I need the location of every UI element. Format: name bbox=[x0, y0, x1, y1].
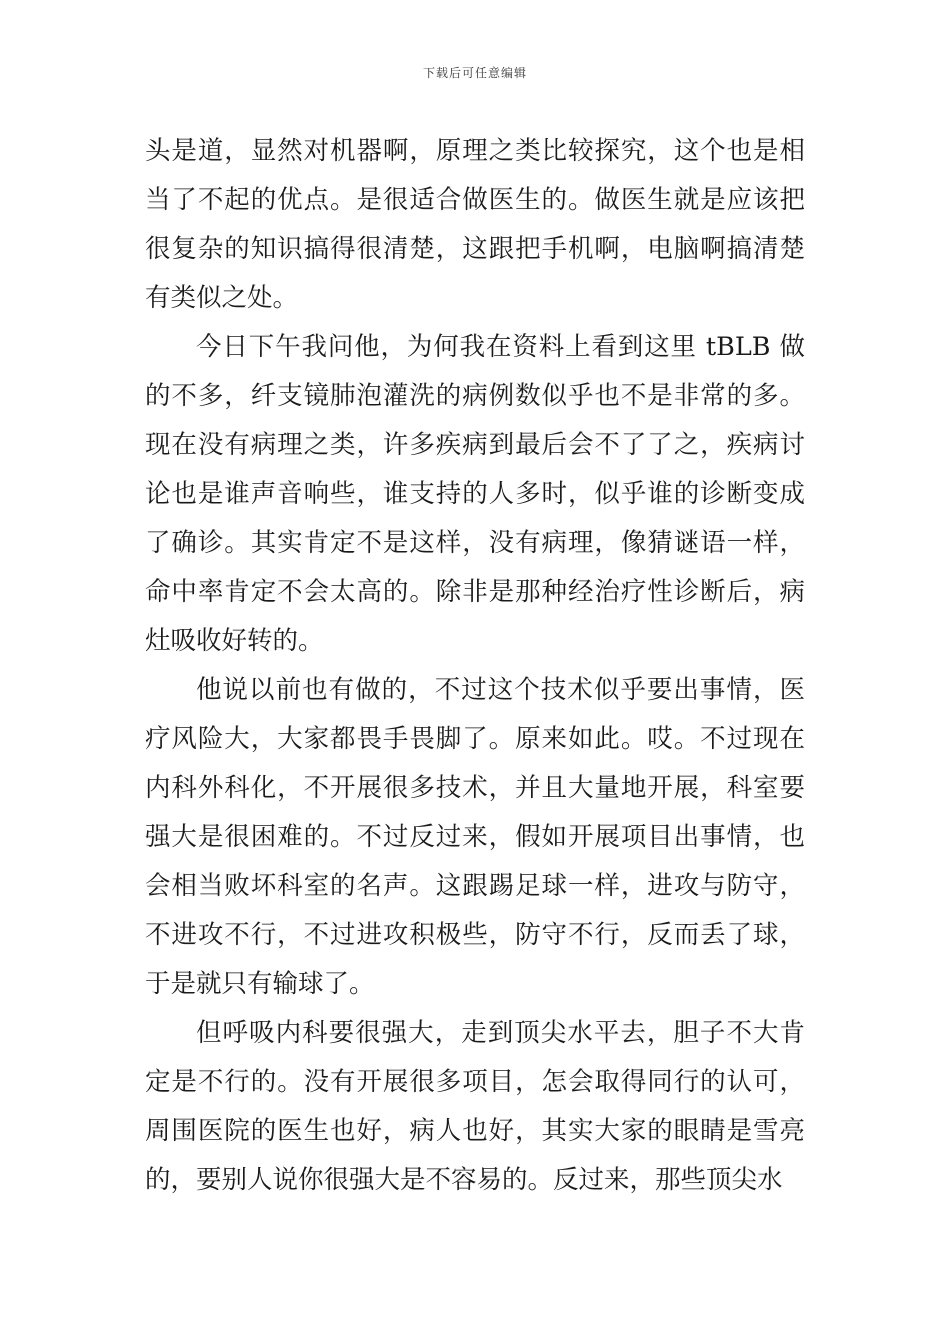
paragraph-continuation: 头是道，显然对机器啊，原理之类比较探究，这个也是相当了不起的优点。是很适合做医生的。做医生就是应该把很复杂的知识搞得很清楚，这跟把手机啊，电脑啊搞清楚有类似之处。 bbox=[145, 136, 805, 313]
paragraph: 但呼吸内科要很强大，走到顶尖水平去，胆子不大肯定是不行的。没有开展很多项目，怎会取得同行的认可，周围医院的医生也好，病人也好，其实大家的眼睛是雪亮的，要别人说你很强大是不容易的。反过来，那些顶尖水 bbox=[145, 1018, 805, 1195]
page-header: 下载后可任意编辑 bbox=[422, 66, 527, 80]
paragraph: 今日下午我问他，为何我在资料上看到这里 tBLB 做的不多，纤支镜肺泡灌洗的病例数似乎也不是非常的多。现在没有病理之类，许多疾病到最后会不了了之，疾病讨论也是谁声音响些，谁支持的人多时，似乎谁的诊断变成了确诊。其实肯定不是这样，没有病理，像猜谜语一样，命中率肯定不会太高的。除非是那种经治疗性诊断后，病灶吸收好转的。 bbox=[145, 332, 805, 656]
paragraph: 他说以前也有做的，不过这个技术似乎要出事情，医疗风险大，大家都畏手畏脚了。原来如此。哎。不过现在内科外科化，不开展很多技术，并且大量地开展，科室要强大是很困难的。不过反过来，假如开展项目出事情，也会相当败坏科室的名声。这跟踢足球一样，进攻与防守，不进攻不行，不过进攻积极些，防守不行，反而丢了球，于是就只有输球了。 bbox=[145, 675, 805, 999]
document-body bbox=[145, 127, 805, 1205]
